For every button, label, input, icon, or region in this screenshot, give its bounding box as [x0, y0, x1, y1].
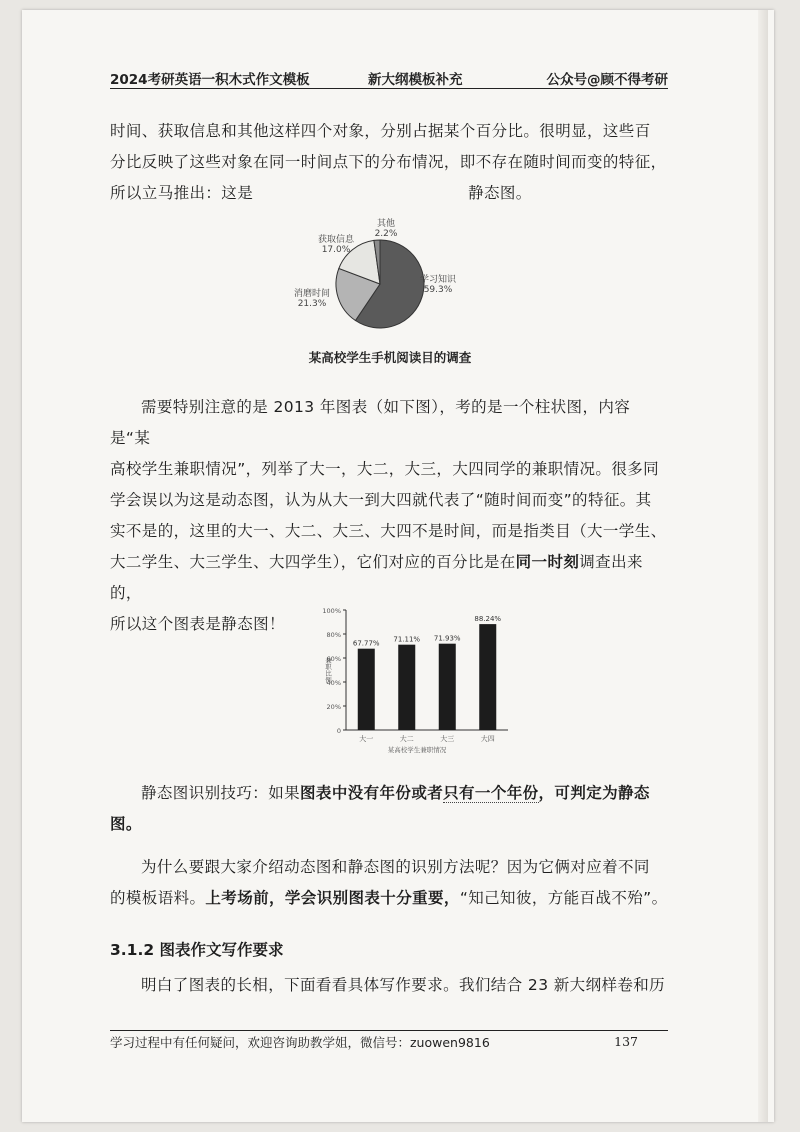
tip-bold-text: ，可判定为静态	[538, 784, 650, 802]
pie-slice-name: 获取信息	[317, 235, 355, 245]
para-text: 的模板语料。	[110, 889, 206, 907]
tip-bold-text: 图表中没有年份或者	[300, 784, 444, 802]
para-text: 为什么要跟大家介绍动态图和静态图的识别方法呢？因为它俩对应着不同	[141, 858, 650, 876]
bar-mark	[479, 624, 496, 730]
para-bold-text: 上考场前，学会识别图表十分重要，	[205, 889, 460, 907]
bar-category-label: 大一	[359, 735, 374, 743]
bar-mark	[439, 644, 456, 730]
section-heading: 3.1.2 图表作文写作要求	[110, 941, 284, 959]
bar-y-axis-title: 兼职比例	[324, 657, 332, 683]
bar-x-axis-title: 某高校学生兼职情况	[387, 746, 447, 754]
pie-slice-name: 其他	[376, 219, 396, 229]
bar-y-tick-label: 20%	[326, 703, 341, 711]
bar-mark	[358, 649, 375, 730]
header-section: 新大纲模板补充	[368, 72, 463, 88]
para-requirements	[110, 970, 670, 1001]
para-line	[110, 392, 670, 454]
para-text: 明白了图表的长相，下面看看具体写作要求。我们结合 23 新大纲样卷和历	[141, 976, 666, 994]
page-header	[110, 66, 668, 89]
header-account: 公众号@顾不得考研	[546, 72, 668, 88]
bar-category-label: 大二	[399, 735, 414, 743]
pie-slice-value: 59.3%	[423, 285, 453, 295]
para-text: 大二学生、大三学生、大四学生），它们对应的百分比是在	[110, 553, 516, 571]
tip-dotted-text: 只有一个年份	[443, 784, 539, 802]
para-line	[110, 883, 670, 914]
bar-mark	[398, 645, 415, 730]
bar-value-label: 71.11%	[393, 635, 421, 644]
intro-text: 静态图。	[468, 184, 532, 202]
para-text: 需要特别注意的是 2013 年图表（如下图），考的是一个柱状图，内容是“某	[110, 398, 631, 447]
bar-category-label: 大四	[480, 735, 495, 743]
para-line: 学会误以为这是动态图，认为从大一到大四就代表了“随时间而变”的特征。其	[110, 491, 652, 509]
intro-line: 时间、获取信息和其他这样四个对象，分别占据某个百分比。很明显，这些百	[110, 122, 651, 140]
pie-slice-value: 2.2%	[374, 229, 398, 239]
header-book-title: 2024考研英语一积木式作文模板	[110, 72, 310, 88]
intro-text: 所以立马推出：这是	[110, 184, 254, 202]
para-line: 实不是的，这里的大一、大二、大三、大四不是时间，而是指类目（大一学生、	[110, 522, 667, 540]
para-bold-text: 同一时刻	[515, 553, 580, 571]
intro-paragraph	[110, 116, 670, 209]
bar-y-tick-label: 40%	[326, 679, 341, 687]
page-number: 137	[614, 1034, 638, 1049]
para-why	[110, 852, 670, 914]
bar-value-label: 67.77%	[352, 639, 380, 648]
tip-line: 图。	[110, 815, 142, 833]
bar-value-label: 88.24%	[474, 615, 502, 624]
para-line: 所以这个图表是静态图！	[110, 615, 285, 633]
tip-paragraph	[110, 778, 670, 840]
bar-y-tick-label: 100%	[322, 607, 341, 615]
footer-contact: 学习过程中有任何疑问，欢迎咨询助教学姐，微信号：zuowen9816	[110, 1035, 490, 1050]
tip-text: 静态图识别技巧：如果	[141, 784, 301, 802]
intro-line: 分比反映了这些对象在同一时间点下的分布情况，即不存在随时间而变的特征，	[110, 153, 667, 171]
bar-y-tick-label: 60%	[326, 655, 341, 663]
bar-value-label: 71.93%	[433, 634, 461, 643]
para-line	[110, 852, 670, 883]
bar-y-tick-label: 80%	[326, 631, 341, 639]
para-text: 调查出来的，	[110, 553, 643, 602]
pie-chart-caption: 某高校学生手机阅读目的调查	[308, 350, 472, 365]
pie-slice-value: 17.0%	[321, 245, 351, 255]
tip-line	[110, 778, 670, 809]
bar-category-label: 大三	[440, 735, 455, 743]
pie-slice-name: 学习知识	[419, 275, 457, 285]
para-line	[110, 970, 670, 1001]
pie-chart	[280, 214, 480, 344]
page-footer	[110, 1030, 668, 1051]
para-text: “知己知彼，方能百战不殆”。	[459, 889, 668, 907]
intro-line	[110, 178, 670, 209]
page-edge	[758, 10, 768, 1122]
para-line: 高校学生兼职情况”，列举了大一，大二，大三，大四同学的兼职情况。很多同	[110, 460, 660, 478]
para-2013-chart	[110, 392, 670, 640]
para-line	[110, 547, 670, 609]
bar-y-tick-label: 0	[336, 727, 341, 735]
bar-chart	[308, 606, 518, 756]
pie-slice-name: 消磨时间	[293, 289, 331, 299]
pie-slice-value: 21.3%	[297, 299, 327, 309]
